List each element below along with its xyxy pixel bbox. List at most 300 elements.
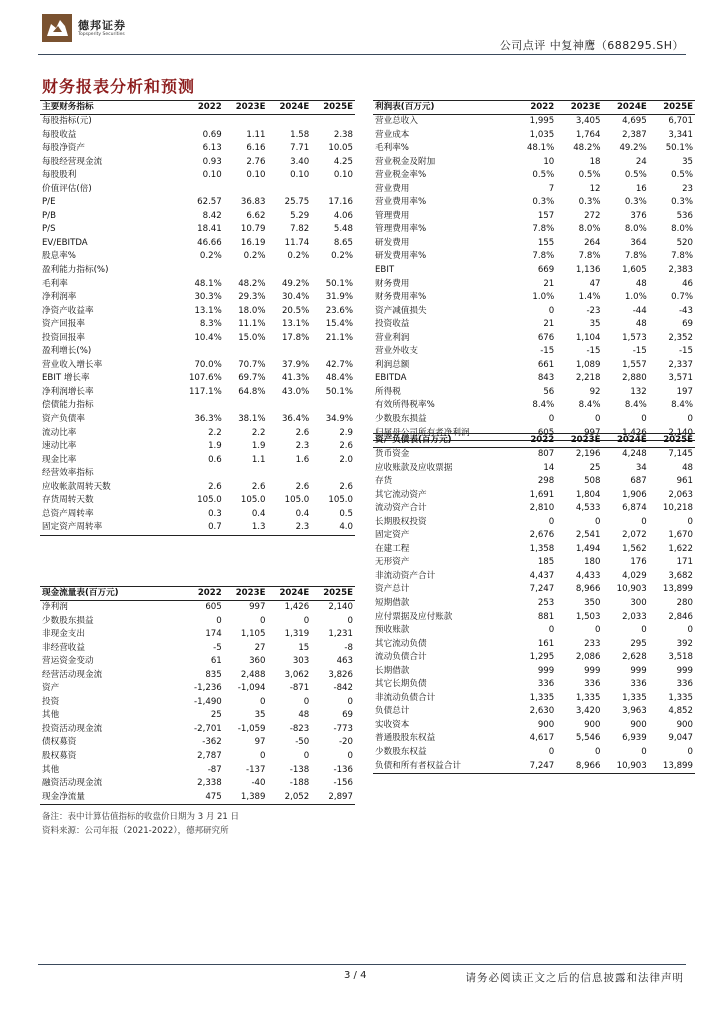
row-label: 营业总收入 (375, 116, 418, 126)
cell-value: 48.1% (194, 278, 222, 289)
cell-value: 0.5% (578, 170, 601, 181)
table-row (373, 413, 695, 427)
cell-value: 8.3% (199, 319, 222, 330)
cell-value: 50.1% (325, 386, 353, 397)
row-label: EBITDA (375, 373, 407, 384)
cell-value (311, 183, 355, 197)
cell-value: 8.0% (578, 224, 601, 235)
table-row (373, 223, 695, 237)
cell-value: 3,518 (668, 652, 693, 663)
table-row (373, 462, 695, 476)
cell-value: 2,033 (622, 611, 647, 622)
cell-value: 70.0% (194, 359, 222, 370)
cell-value (224, 399, 268, 413)
cell-value: -136 (333, 764, 353, 775)
cell-value (180, 399, 224, 413)
cell-value: 2,541 (575, 530, 601, 541)
table-row (40, 655, 355, 669)
cell-value: 295 (630, 638, 647, 649)
cell-value: 2.9 (339, 427, 353, 438)
column-header: 2024E (603, 434, 649, 448)
cell-value: -842 (333, 683, 353, 694)
cell-value: 48 (635, 278, 647, 289)
cell-value: -2,701 (194, 723, 222, 734)
cell-value: 35 (254, 710, 266, 721)
cell-value: 0.69 (202, 129, 222, 140)
company-logo-icon (42, 14, 72, 42)
cell-value: 2,140 (649, 427, 695, 441)
cell-value: 4.25 (333, 156, 353, 167)
table-row (373, 345, 695, 359)
cell-value: 2,352 (668, 332, 693, 343)
row-label: 非流动资产合计 (375, 570, 436, 581)
brand-name: 德邦证券 (78, 19, 126, 32)
cell-value: 1,670 (668, 530, 693, 541)
cell-value: 0.3% (671, 197, 693, 208)
cell-value: 1.4% (578, 292, 601, 303)
cell-value (180, 467, 224, 481)
table-row (40, 764, 355, 778)
cell-value (180, 183, 224, 197)
cell-value: 520 (676, 237, 693, 248)
cell-value: 2,787 (197, 751, 222, 762)
cell-value: 30.3% (194, 292, 222, 303)
row-label: 资产总计 (375, 584, 410, 595)
cell-value: 0 (548, 305, 555, 316)
cell-value: 1,426 (284, 602, 310, 612)
cell-value: 0 (641, 625, 647, 636)
table-row (40, 318, 355, 332)
cell-value: 17.16 (328, 197, 353, 208)
cell-value: 999 (584, 665, 601, 676)
cell-value: 999 (676, 665, 693, 676)
row-label: 无形资产 (375, 557, 410, 568)
row-label: 每股股利 (42, 170, 77, 181)
cell-value: 18.41 (197, 224, 222, 235)
cell-value: 107.6% (188, 373, 222, 384)
cell-value (224, 345, 268, 359)
row-label: 营业费用 (375, 183, 410, 194)
cell-value: 0.2% (287, 251, 310, 262)
cell-value: 23.6% (325, 305, 353, 316)
cell-value (224, 115, 268, 129)
table-row (40, 601, 355, 615)
cell-value: 997 (556, 427, 602, 441)
column-header: 2025E (649, 101, 695, 115)
cell-value: 1,389 (224, 791, 268, 805)
table-row (373, 237, 695, 251)
cell-value: 36.4% (281, 414, 310, 425)
row-label: 财务费用率% (375, 292, 427, 303)
cell-value: 253 (537, 598, 555, 609)
column-header: 2024E (603, 101, 649, 115)
row-label: 货币资金 (375, 449, 410, 459)
column-header: 2024E (268, 587, 312, 601)
cell-value: 0 (260, 696, 266, 707)
row-label: 营业收入增长率 (42, 359, 103, 370)
row-label: 实收资本 (375, 719, 410, 730)
cell-value: -138 (289, 764, 310, 775)
cell-value: 92 (589, 386, 601, 397)
cell-value: 2.6 (295, 481, 310, 492)
cell-value: 46 (682, 278, 693, 289)
cell-value: 8.0% (671, 224, 693, 235)
cell-value: 10.05 (328, 143, 353, 154)
cell-value: 1.0% (532, 292, 555, 303)
cell-value: -15 (632, 346, 647, 357)
balance-sheet-table (373, 433, 695, 774)
report-info: 公司点评 中复神鹰（688295.SH） (499, 39, 684, 52)
cell-value: 0 (687, 414, 693, 425)
row-label: 长期借款 (375, 665, 410, 676)
row-label: 营业税金率% (375, 170, 427, 181)
table-row (40, 696, 355, 710)
table-row (40, 196, 355, 210)
row-label: 在建工程 (375, 543, 410, 554)
cell-value: 13.1% (281, 319, 310, 330)
table-row (40, 750, 355, 764)
table-row (373, 516, 695, 530)
row-label: 每股指标(元) (42, 116, 92, 126)
cell-value: 20.5% (281, 305, 310, 316)
cell-value: 264 (584, 237, 601, 248)
row-label: 所得税 (375, 386, 401, 397)
cell-value: 8,966 (575, 584, 601, 595)
row-label: 净资产收益率 (42, 305, 94, 316)
table-row (373, 638, 695, 652)
column-header: 主要财务指标 (40, 101, 180, 115)
table-row (40, 440, 355, 454)
cell-value: 1,605 (622, 265, 647, 276)
cell-value: 336 (537, 679, 555, 690)
table-row (40, 278, 355, 292)
cell-value: 25 (210, 710, 222, 721)
table-row (40, 169, 355, 183)
cell-value: 2.6 (208, 481, 222, 492)
column-header: 2022 (510, 434, 556, 448)
cell-value: 15.4% (325, 319, 353, 330)
cell-value: 2,810 (529, 503, 555, 514)
cell-value: 0.5% (532, 170, 555, 181)
cell-value: 5,546 (575, 733, 601, 744)
table-row (40, 237, 355, 251)
cell-value: 2,880 (622, 373, 647, 384)
cell-value: 843 (537, 373, 555, 384)
cell-value: 881 (537, 611, 555, 622)
cell-value: 0.2% (331, 251, 353, 262)
cell-value: 16.19 (240, 237, 266, 248)
cell-value: 7,247 (529, 584, 555, 595)
column-header: 2024E (268, 101, 312, 115)
table-header-row (373, 101, 695, 115)
cell-value: 900 (630, 719, 647, 730)
cell-value: 6,939 (622, 733, 647, 744)
cell-value: 0 (595, 516, 601, 527)
cell-value: 0.10 (202, 170, 222, 181)
cell-value: 24 (635, 156, 647, 167)
cell-value: 46.66 (197, 237, 222, 248)
cell-value (224, 183, 268, 197)
cell-value: 23 (682, 183, 693, 194)
row-label: 应收账款及应收票据 (375, 462, 453, 473)
cell-value: 1,231 (328, 629, 353, 640)
cell-value: 161 (537, 638, 555, 649)
cell-value: 2,846 (668, 611, 693, 622)
table-row (40, 142, 355, 156)
cell-value: 0 (216, 615, 222, 626)
row-label: 现金比率 (42, 454, 77, 465)
table-header-row (40, 587, 355, 601)
cell-value: 376 (630, 210, 647, 221)
cell-value (180, 115, 224, 129)
table-row (373, 719, 695, 733)
cell-value: 10,903 (603, 760, 649, 774)
cell-value: 0.3% (532, 197, 555, 208)
cell-value: 1,503 (575, 611, 601, 622)
cell-value: 35 (682, 156, 693, 167)
cell-value: -188 (289, 778, 310, 789)
row-label: 价值评估(倍) (42, 183, 92, 194)
column-header: 2022 (510, 101, 556, 115)
cell-value: 3,826 (328, 669, 353, 680)
cell-value: 105.0 (240, 495, 266, 506)
cell-value: 17.8% (281, 332, 310, 343)
cell-value: 999 (537, 665, 555, 676)
row-label: 债权募资 (42, 737, 77, 748)
table-row (40, 791, 355, 805)
cell-value: 7.8% (624, 251, 647, 262)
cell-value: 1.9 (251, 441, 266, 452)
cell-value: 463 (336, 656, 353, 667)
cell-value: 7.82 (290, 224, 310, 235)
cell-value: 0.5% (671, 170, 693, 181)
row-label: 投资 (42, 696, 60, 707)
cell-value: 0 (687, 625, 693, 636)
cell-value: 97 (254, 737, 266, 748)
cell-value: 0 (595, 414, 601, 425)
row-label: 短期借款 (375, 598, 410, 609)
row-label: 固定资产 (375, 530, 410, 541)
table-row (40, 777, 355, 791)
table-row (40, 210, 355, 224)
cell-value: 21.1% (325, 332, 353, 343)
cell-value: 280 (676, 598, 693, 609)
table-row (40, 494, 355, 508)
row-label: 资产 (42, 683, 60, 694)
cell-value: 14 (543, 462, 555, 473)
cell-value: -40 (251, 778, 266, 789)
cell-value: 0 (347, 751, 353, 762)
table-row (373, 372, 695, 386)
cell-value: 1,494 (575, 543, 601, 554)
cell-value: 350 (584, 598, 601, 609)
row-label: 毛利率% (375, 143, 409, 154)
cell-value: 999 (630, 665, 647, 676)
cell-value: 7,247 (510, 760, 556, 774)
cell-value: 2,140 (328, 602, 353, 612)
table-row (40, 736, 355, 750)
row-label: 融资活动现金流 (42, 778, 103, 789)
row-label: 毛利率 (42, 278, 68, 289)
cell-value: 69 (342, 710, 353, 721)
cell-value: 7.8% (532, 224, 555, 235)
cell-value: 3,405 (575, 116, 601, 126)
cell-value: 6,701 (668, 116, 693, 126)
disclaimer-text: 请务必阅读正文之后的信息披露和法律声明 (465, 972, 684, 984)
cell-value: 1,562 (622, 543, 647, 554)
row-label: 少数股东权益 (375, 747, 427, 758)
table-row (40, 372, 355, 386)
row-label: 应付票据及应付账款 (375, 611, 453, 622)
cell-value: 900 (584, 719, 601, 730)
cell-value (224, 264, 268, 278)
table-row (40, 413, 355, 427)
cash-flow-table (40, 586, 355, 805)
cell-value (268, 115, 312, 129)
cell-value: 272 (584, 210, 601, 221)
cell-value: 8.4% (578, 400, 601, 411)
table-row (373, 169, 695, 183)
cell-value: 0.10 (246, 170, 266, 181)
cell-value: 36.3% (194, 414, 222, 425)
row-label: 应收帐款周转天数 (42, 481, 111, 492)
cell-value: -8 (344, 642, 353, 653)
row-label: 固定资产周转率 (40, 521, 180, 535)
cell-value: 48 (635, 319, 647, 330)
row-label: 少数股东损益 (42, 615, 94, 626)
cell-value: 835 (205, 669, 222, 680)
cell-value: -1,094 (237, 683, 266, 694)
cell-value: -87 (207, 764, 222, 775)
cell-value: 180 (584, 557, 601, 568)
table-row (373, 278, 695, 292)
row-label: 每股净资产 (42, 143, 85, 154)
cell-value: 3,963 (622, 706, 647, 717)
cell-value: 1,557 (622, 359, 647, 370)
cell-value: -15 (540, 346, 555, 357)
column-header: 2022 (180, 101, 224, 115)
cell-value: 21 (543, 319, 555, 330)
table-row (40, 481, 355, 495)
row-label: EV/EBITDA (42, 237, 88, 248)
cell-value: 4,248 (622, 449, 647, 459)
row-label: 有效所得税率% (375, 400, 435, 411)
cell-value: 807 (537, 449, 555, 459)
cell-value: 0 (347, 696, 353, 707)
row-label: 营业成本 (375, 129, 410, 140)
cell-value: 1,136 (575, 265, 601, 276)
cell-value: 2,086 (575, 652, 601, 663)
cell-value: 12 (589, 183, 601, 194)
row-label: 普通股股东权益 (375, 733, 436, 744)
cell-value: 8.65 (333, 237, 353, 248)
row-label: 归属母公司所有者净利润 (373, 427, 510, 441)
cell-value: 1,335 (575, 692, 601, 703)
cell-value: -15 (586, 346, 601, 357)
row-label: 投资活动现金流 (42, 723, 103, 734)
cell-value: 0.6 (208, 454, 222, 465)
cell-value: 0.3 (208, 508, 222, 519)
row-label: 投资回报率 (42, 332, 85, 343)
cell-value: 2.76 (246, 156, 266, 167)
column-header: 2025E (649, 434, 695, 448)
cell-value: 2,488 (240, 669, 266, 680)
cell-value: 0.7% (671, 292, 693, 303)
cell-value: 49.2% (619, 143, 647, 154)
row-label: 其他 (42, 710, 60, 721)
cell-value: 8.4% (532, 400, 555, 411)
row-label: 营业利润 (375, 332, 410, 343)
cell-value: 1,691 (529, 489, 555, 500)
row-label: 少数股东损益 (375, 414, 427, 425)
cell-value: 3,341 (668, 129, 693, 140)
cell-value: 6.13 (202, 143, 222, 154)
cell-value: 8.0% (624, 224, 647, 235)
cell-value: 0.10 (290, 170, 310, 181)
cell-value: 1,104 (575, 332, 601, 343)
cell-value: 4,852 (668, 706, 693, 717)
row-label: 流动负债合计 (375, 652, 427, 663)
cell-value: 2,676 (529, 530, 555, 541)
cell-value (311, 115, 355, 129)
row-label: 非流动负债合计 (375, 692, 436, 703)
cell-value: 605 (205, 602, 222, 612)
row-label: EBIT (375, 265, 395, 276)
cell-value: 155 (537, 237, 555, 248)
cell-value: 0 (595, 625, 601, 636)
table-row (373, 210, 695, 224)
cell-value: 16 (635, 183, 647, 194)
data-source-note: 资料来源：公司年报（2021-2022），德邦研究所 (42, 826, 229, 836)
cell-value: 21 (543, 278, 555, 289)
row-label: 股权募资 (42, 751, 77, 762)
cell-value: 4,437 (529, 570, 555, 581)
cell-value: 4.0 (311, 521, 355, 535)
cell-value: 7.8% (671, 251, 693, 262)
cell-value: 676 (537, 332, 555, 343)
cell-value: 42.7% (325, 359, 353, 370)
table-row (40, 642, 355, 656)
cell-value: 48.4% (325, 373, 353, 384)
table-row (40, 682, 355, 696)
cell-value: 6,874 (622, 503, 647, 514)
table-row (40, 615, 355, 629)
row-label: P/E (42, 197, 56, 208)
cell-value (180, 264, 224, 278)
cell-value: 48.2% (573, 143, 601, 154)
row-label: 总资产周转率 (42, 508, 94, 519)
row-label: 股息率% (42, 251, 76, 262)
cell-value: 360 (249, 656, 266, 667)
cell-value: -773 (333, 723, 353, 734)
cell-value: 3,571 (668, 373, 693, 384)
cell-value: 1.58 (290, 129, 310, 140)
cell-value: 7.8% (578, 251, 601, 262)
cell-value: 13.1% (194, 305, 222, 316)
row-label: 盈利增长(%) (42, 346, 92, 357)
cell-value: 5.48 (333, 224, 353, 235)
cell-value: 8.4% (671, 400, 693, 411)
table-row (373, 705, 695, 719)
cell-value: -5 (213, 642, 222, 653)
cell-value: 1,335 (668, 692, 693, 703)
table-row (40, 223, 355, 237)
cell-value: 0 (595, 747, 601, 758)
cell-value: -1,490 (194, 696, 222, 707)
cell-value: -137 (245, 764, 266, 775)
row-label: 投资收益 (375, 319, 410, 330)
cell-value (268, 399, 312, 413)
